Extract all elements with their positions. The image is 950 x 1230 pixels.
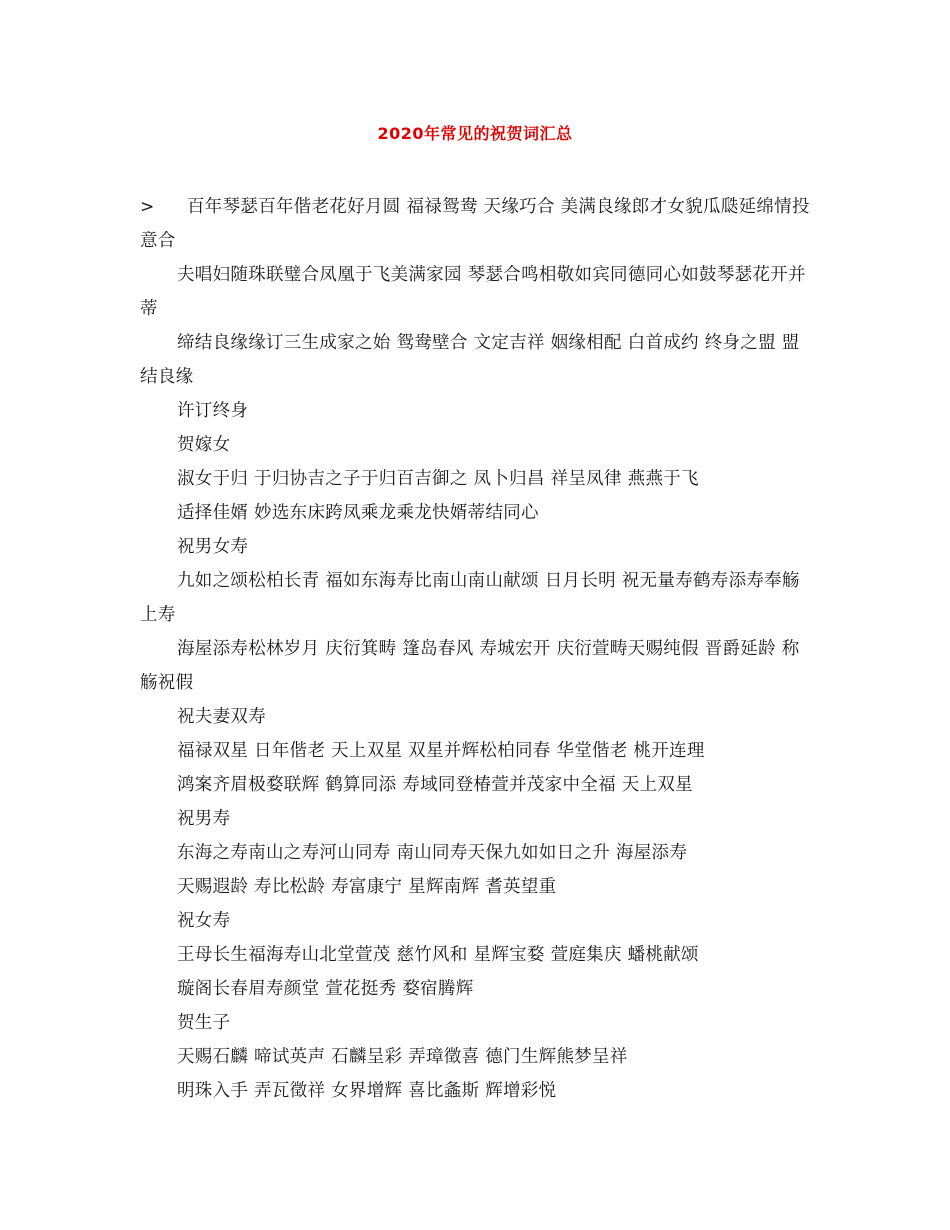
paragraph: 明珠入手 弄瓦徵祥 女界增辉 喜比螽斯 辉增彩悦 [177,1081,557,1101]
paragraph: 许订终身 [177,401,249,421]
paragraph: 璇阁长春眉寿颜堂 萱花挺秀 婺宿腾辉 [177,979,474,999]
paragraph: 适择佳婿 妙选东床跨凤乘龙乘龙快婿蒂结同心 [177,503,539,523]
section-heading: 祝男女寿 [177,537,249,557]
section-heading: 贺生子 [177,1013,231,1033]
paragraph: 夫唱妇随珠联璧合凤凰于飞美满家园 琴瑟合鸣相敬如宾同德同心如鼓琴瑟花开并蒂 [140,265,806,319]
first-paragraph [140,190,814,258]
section-heading: 祝女寿 [177,911,231,931]
section-heading: 祝男寿 [177,809,231,829]
section-heading: 贺嫁女 [177,435,231,455]
paragraph: 九如之颂松柏长青 福如东海寿比南山南山献颂 日月长明 祝无量寿鹤寿添寿奉觞上寿 [140,571,800,625]
bullet-marker: > [140,197,155,217]
document-title: 2020年常见的祝贺词汇总 [377,124,573,143]
first-paragraph-text: 百年琴瑟百年偕老花好月圆 福禄鸳鸯 天缘巧合 美满良缘郎才女貌瓜瓞延绵情投意合 [140,197,810,251]
paragraph: 天赐石麟 啼试英声 石麟呈彩 弄璋徵喜 德门生辉熊梦呈祥 [177,1047,628,1067]
paragraph: 天赐遐龄 寿比松龄 寿富康宁 星辉南辉 耆英望重 [177,877,557,897]
paragraph: 淑女于归 于归协吉之子于归百吉御之 凤卜归昌 祥呈凤律 燕燕于飞 [177,469,699,489]
paragraph: 鸿案齐眉极婺联辉 鹤算同添 寿域同登椿萱并茂家中全福 天上双星 [177,775,693,795]
document-body [140,190,814,1108]
section-heading: 祝夫妻双寿 [177,707,266,727]
paragraph: 东海之寿南山之寿河山同寿 南山同寿天保九如如日之升 海屋添寿 [177,843,688,863]
paragraph: 缔结良缘缘订三生成家之始 鸳鸯壁合 文定吉祥 姻缘相配 白首成约 终身之盟 盟结良缘 [140,333,800,387]
paragraph: 福禄双星 日年偕老 天上双星 双星并辉松柏同春 华堂偕老 桃开连理 [177,741,705,761]
paragraph: 王母长生福海寿山北堂萱茂 慈竹风和 星辉宝婺 萱庭集庆 蟠桃献颂 [177,945,699,965]
paragraph: 海屋添寿松林岁月 庆衍箕畴 篷岛春风 寿城宏开 庆衍萱畴天赐纯假 晋爵延龄 称觞祝假 [140,639,800,693]
